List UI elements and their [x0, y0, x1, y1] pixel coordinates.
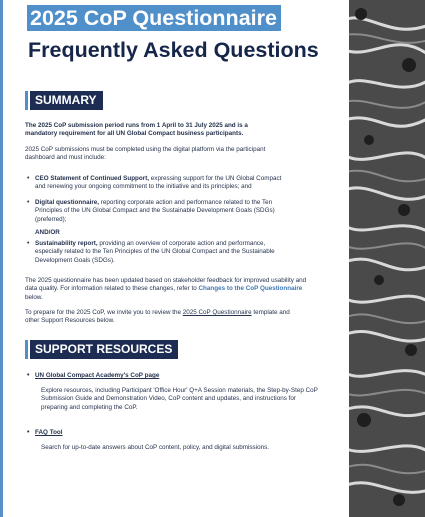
resource-description: Search for up-to-date answers about CoP content, policy, and digital submissions. — [41, 444, 269, 451]
resource-link-faq-tool[interactable]: • FAQ Tool — [35, 429, 285, 437]
heading-accent-bar — [25, 91, 28, 110]
summary-item-term: Digital questionnaire, — [35, 199, 100, 206]
summary-item-term: CEO Statement of Continued Support, — [35, 175, 150, 182]
summary-item-sustainability-report — [35, 240, 285, 265]
prepare-note — [25, 309, 293, 326]
page-title-line-1: 2025 CoP Questionnaire — [27, 5, 281, 31]
summary-item-text: expressing support for the UN Global Compact and renewing your ongoing commitment to the initiative and its principles; and — [35, 175, 282, 191]
changes-to-cop-questionnaire-link[interactable]: Changes to the CoP Questionnaire — [198, 285, 303, 293]
summary-item-text: reporting corporate action and performance related to the Ten Principles of the UN Global Compact and the Sustainable Development Goals (SDGs) (preferred); — [35, 199, 275, 223]
heading-accent-bar — [25, 340, 28, 359]
update-note-end: below. — [25, 293, 43, 301]
and-or-label: AND/OR — [35, 229, 60, 236]
resource-description: Explore resources, including Participant 'Office Hour' Q+A Session materials, the Step-by-Step CoP Submission Guide and Demonstration Video, CoP content and updates, and instructions for preparing and completing the CoP. — [41, 387, 318, 411]
left-accent-rule — [0, 0, 3, 517]
summary-item-text: providing an overview of corporate action and performance, especially related to the Ten Principles of the UN Global Compact and the Sustainable Development Goals (SDGs). — [35, 240, 275, 264]
summary-intro: 2025 CoP submissions must be completed using the digital platform via the participant dashboard and must include: — [25, 146, 266, 162]
questionnaire-update-note — [25, 277, 317, 302]
summary-item-ceo-statement — [35, 175, 285, 192]
summary-item-term: Sustainability report, — [35, 240, 98, 247]
summary-item-digital-questionnaire — [35, 199, 285, 224]
resource-link-academy-cop-page[interactable]: • UN Global Compact Academy's CoP page — [35, 372, 285, 380]
support-resources-heading — [25, 340, 178, 359]
aerial-rice-terrace-photo — [349, 0, 425, 517]
summary-heading-label: SUMMARY — [30, 91, 103, 110]
page-title-line-2: Frequently Asked Questions — [28, 38, 319, 62]
summary-heading — [25, 91, 103, 110]
prepare-note-text: To prepare for the 2025 CoP, we invite you to review the — [25, 309, 183, 316]
prepare-note-end: template and other Support Resources below. — [25, 309, 290, 325]
support-resources-heading-label: SUPPORT RESOURCES — [30, 340, 178, 359]
summary-intro-bold: The 2025 CoP submission period runs from 1 April to 31 July 2025 and is a mandatory requirement for all UN Global Compact business participants. — [25, 122, 248, 138]
cop-questionnaire-template-link[interactable]: 2025 CoP Questionnaire — [182, 309, 252, 316]
update-note-text: The 2025 questionnaire has been updated based on stakeholder feedback for improved usability and data quality. For information related to these changes, refer to — [25, 277, 307, 293]
